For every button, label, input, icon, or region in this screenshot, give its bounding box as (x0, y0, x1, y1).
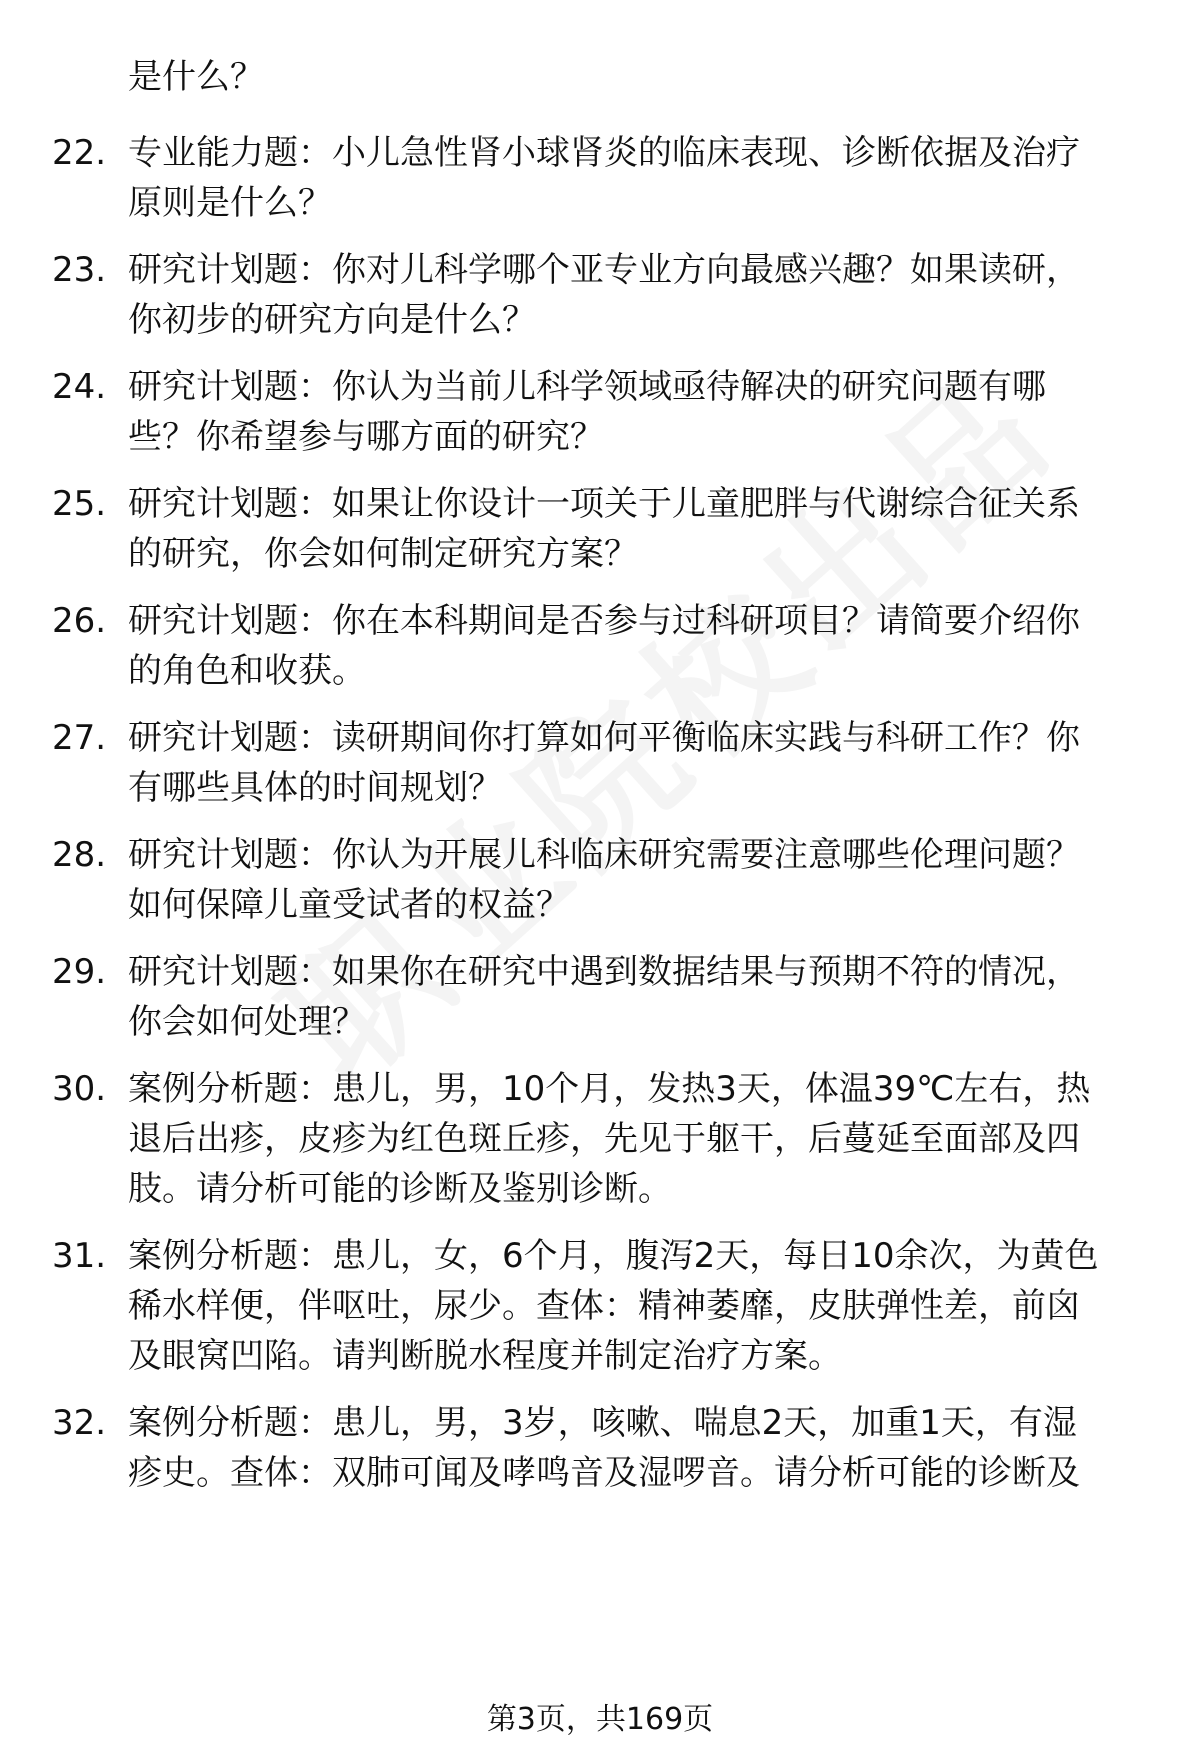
question-number: 27. (52, 718, 107, 758)
question-line: 原则是什么？ (128, 183, 332, 223)
question-line: 研究计划题：你在本科期间是否参与过科研项目？请简要介绍你 (128, 601, 1080, 641)
question-line: 的研究，你会如何制定研究方案？ (128, 534, 638, 574)
question-line: 的角色和收获。 (128, 651, 366, 691)
question-line: 案例分析题：患儿，男，3岁，咳嗽、喘息2天，加重1天，有湿 (128, 1403, 1077, 1443)
question-line: 研究计划题：你认为开展儿科临床研究需要注意哪些伦理问题？ (128, 835, 1080, 875)
question-text (128, 245, 1148, 345)
question-line: 专业能力题：小儿急性肾小球肾炎的临床表现、诊断依据及治疗 (128, 133, 1080, 173)
question-line: 案例分析题：患儿，男，10个月，发热3天，体温39℃左右，热 (128, 1069, 1091, 1109)
question-number: 26. (52, 601, 107, 641)
question-number: 30. (52, 1069, 107, 1109)
question-line: 是什么？ (128, 57, 264, 97)
question-line: 及眼窝凹陷。请判断脱水程度并制定治疗方案。 (128, 1336, 842, 1376)
question-text (128, 1398, 1148, 1498)
question-line: 案例分析题：患儿，女，6个月，腹泻2天，每日10余次，为黄色 (128, 1236, 1099, 1276)
question-line: 研究计划题：如果你在研究中遇到数据结果与预期不符的情况， (128, 952, 1080, 992)
question-line: 你初步的研究方向是什么？ (128, 300, 536, 340)
question-number: 28. (52, 835, 107, 875)
question-text (128, 1064, 1148, 1214)
question-line: 如何保障儿童受试者的权益？ (128, 885, 570, 925)
question-text (128, 128, 1148, 228)
question-number: 31. (52, 1236, 107, 1276)
question-text (128, 830, 1148, 930)
question-line: 些？你希望参与哪方面的研究？ (128, 417, 604, 457)
question-line: 疹史。查体：双肺可闻及哮鸣音及湿啰音。请分析可能的诊断及 (128, 1453, 1080, 1493)
question-text (128, 713, 1148, 813)
question-line: 你会如何处理？ (128, 1002, 366, 1042)
question-number: 22. (52, 133, 107, 173)
question-line: 研究计划题：你认为当前儿科学领域亟待解决的研究问题有哪 (128, 367, 1046, 407)
question-line: 研究计划题：读研期间你打算如何平衡临床实践与科研工作？你 (128, 718, 1080, 758)
question-line: 退后出疹，皮疹为红色斑丘疹，先见于躯干，后蔓延至面部及四 (128, 1119, 1080, 1159)
question-line: 研究计划题：你对儿科学哪个亚专业方向最感兴趣？如果读研， (128, 250, 1080, 290)
question-line: 肢。请分析可能的诊断及鉴别诊断。 (128, 1169, 672, 1209)
page-footer: 第3页，共169页 (486, 1702, 714, 1737)
question-number: 25. (52, 484, 107, 524)
question-text (128, 947, 1148, 1047)
question-number: 23. (52, 250, 107, 290)
question-text (128, 479, 1148, 579)
question-text (128, 362, 1148, 462)
question-line: 有哪些具体的时间规划？ (128, 768, 502, 808)
question-number: 24. (52, 367, 107, 407)
question-number: 32. (52, 1403, 107, 1443)
question-number: 29. (52, 952, 107, 992)
question-text (128, 596, 1148, 696)
question-text (128, 1231, 1148, 1381)
question-line: 研究计划题：如果让你设计一项关于儿童肥胖与代谢综合征关系 (128, 484, 1080, 524)
question-line: 稀水样便，伴呕吐，尿少。查体：精神萎靡，皮肤弹性差，前囟 (128, 1286, 1080, 1326)
